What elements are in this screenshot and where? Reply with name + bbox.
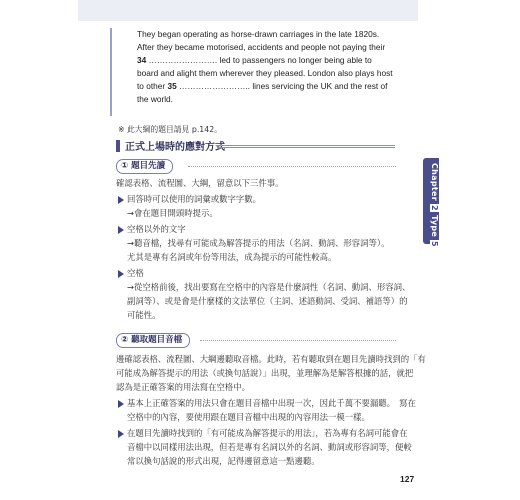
sub1-bullet-2-line-3: 尤其是專有名詞或年份等用法，成為提示的可能性較高。 xyxy=(127,252,337,262)
chapter-word: Chapter xyxy=(430,163,439,201)
bullet-triangle-icon xyxy=(118,196,124,204)
blank-number-35: 35 xyxy=(167,81,177,91)
blank-35-prefix: to other xyxy=(137,81,166,91)
sub1-bullet-3-line-3: 副詞等）、或是會是什麼樣的文法單位（主詞、述語動詞、受詞、補語等）的 xyxy=(127,296,408,306)
sub2-bullet-1-line-2: 空格中的內容，要使用跟在題目音檔中出現的內容用法一模一樣。 xyxy=(127,412,370,422)
passage-line-2: After they became motorised, accidents and people not paying their xyxy=(137,42,386,52)
bullet-triangle-icon xyxy=(118,430,124,438)
sub1-bullet-2-line-2: →聽音檔，找尋有可能成為解答提示的用法（名詞、動詞、形容詞等）。 xyxy=(127,238,390,248)
bullet-triangle-icon xyxy=(118,226,124,234)
sub2-bullet-2-line-2: 音檔中以同樣用法出現，但若是專有名詞以外的名詞、動詞或形容詞等，便較 xyxy=(127,442,412,452)
section-title: 正式上場時的應對方式 xyxy=(125,142,225,153)
top-shaded-band xyxy=(78,0,418,21)
section-header xyxy=(116,139,225,152)
sub1-bullet-3-line-4: 可能性。 xyxy=(127,310,161,320)
passage-line-3-text: led to passengers no longer being able to xyxy=(219,55,372,65)
section-header-rule xyxy=(218,145,395,148)
passage-line-5 xyxy=(137,80,428,93)
bullet-triangle-icon xyxy=(118,270,124,278)
sub1-intro: 確認表格、流程圖、大綱，留意以下三件事。 xyxy=(116,178,284,188)
reference-note: ※ 此大綱的題目請見 p.142。 xyxy=(118,125,222,134)
blank-number-34: 34 xyxy=(137,55,147,65)
subsection-1-rule xyxy=(188,166,396,167)
passage-line-3 xyxy=(137,54,428,67)
sub2-bullet-1-line-1: 基本上正確答案的用法只會在題目音檔中出現一次，因此千萬不要漏聽。 寫在 xyxy=(127,398,416,408)
passage-line-6: the world. xyxy=(137,94,173,104)
page-number: 127 xyxy=(400,474,415,484)
bullet-triangle-icon xyxy=(118,400,124,408)
subsection-2-rule xyxy=(200,340,396,341)
subsection-2-label: ② 聽取題目音檔 xyxy=(116,333,190,348)
sub2-para-line-1: 邊確認表格、流程圖、大綱邊聽取音檔。此時，若有聽取到在題目先讀時找到的「有 xyxy=(116,354,426,364)
chapter-side-label xyxy=(423,158,439,248)
chapter-side-tab xyxy=(423,158,439,248)
subsection-1-label: ① 題目先讀 xyxy=(116,159,173,174)
section-header-bar xyxy=(116,140,120,152)
sub1-bullet-3-line-1: 空格 xyxy=(127,268,144,278)
blank-35-dots: …………………….. xyxy=(179,81,250,91)
blank-34-dots: ……………………. xyxy=(148,55,218,65)
quoted-passage xyxy=(110,28,428,116)
sub1-bullet-2-line-1: 空格以外的文字 xyxy=(127,224,186,234)
sub1-bullet-1-line-1: 回答時可以使用的詞彙或數字字數。 xyxy=(127,194,261,204)
chapter-number: 2 xyxy=(430,205,439,211)
sub2-bullet-2-line-1: 在題目先讀時找到的「有可能成為解答提示的用法」，若為專有名詞可能會在 xyxy=(127,428,408,438)
sub1-bullet-1-line-2: →會在題目開頭時提示。 xyxy=(127,208,218,218)
sub1-bullet-3-line-2: →從空格前後，找出要寫在空格中的內容是什麼詞性（名詞、動詞、形容詞、 xyxy=(127,282,411,292)
passage-line-5-text: lines servicing the UK and the rest of xyxy=(252,81,388,91)
sub2-bullet-2-line-3: 常以換句話說的形式出現，記得邊留意這一點邊聽。 xyxy=(127,456,320,466)
sub2-para-line-2: 可能成為解答提示的用法（或換句話說）」出現，並理解為是解答根據的話，就把 xyxy=(116,368,414,378)
type-word: Type xyxy=(430,215,439,238)
passage-line-1: They began operating as horse-drawn carriages in the late 1820s. xyxy=(137,29,380,39)
sub2-para-line-3: 認為是正確答案的用法寫在空格中。 xyxy=(116,382,250,392)
passage-line-4: board and alight them wherever they pleased. London also plays host xyxy=(137,68,393,78)
type-number: 5 xyxy=(430,241,439,248)
